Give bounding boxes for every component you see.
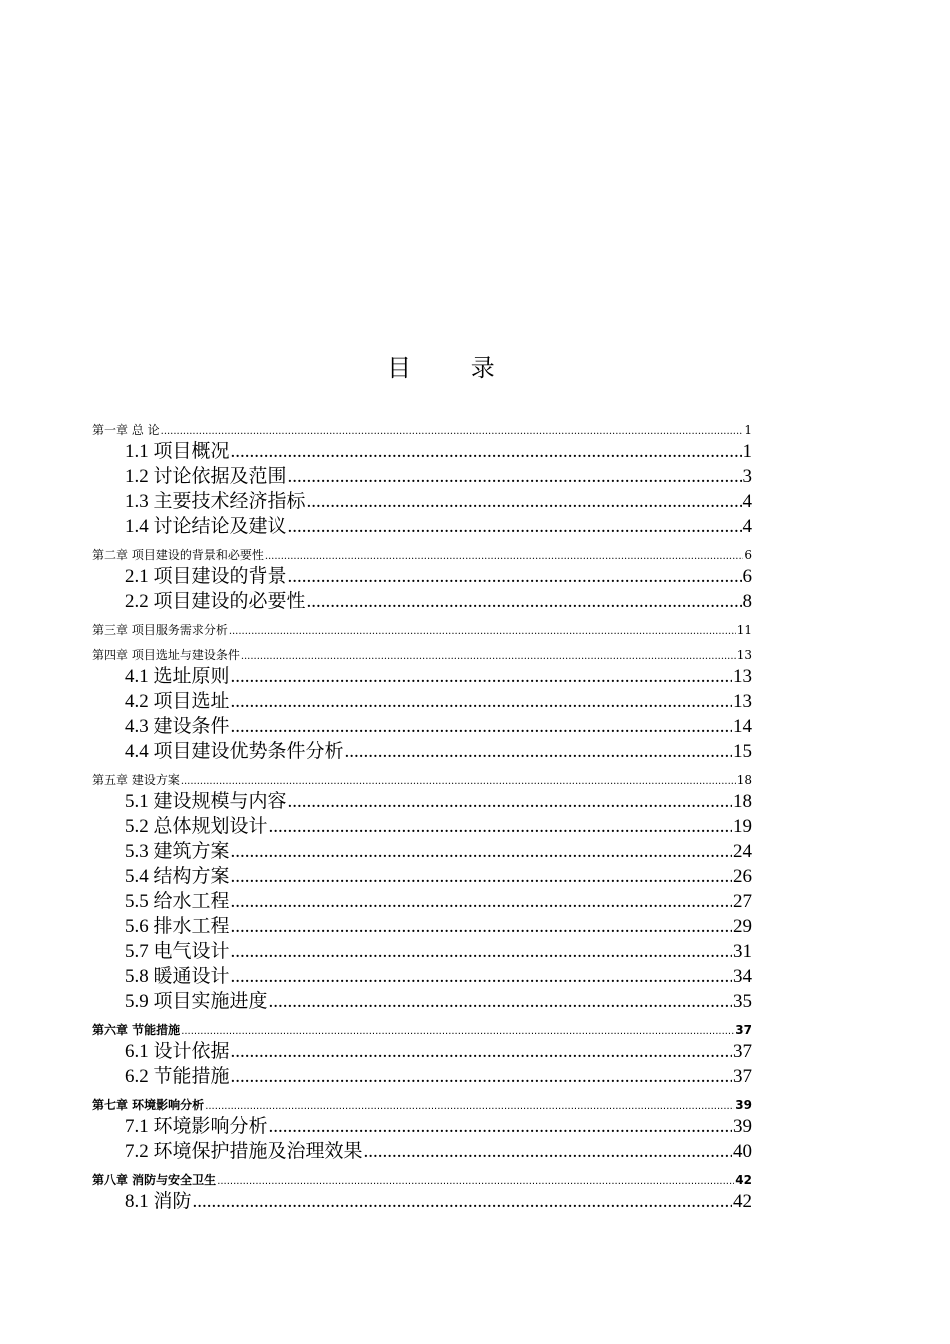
toc-page-number: 13 — [733, 691, 752, 712]
toc-page-number: 42 — [733, 1191, 752, 1212]
toc-entry-label: 1.2 讨论依据及范围 — [125, 466, 287, 487]
toc-entry-label: 1.4 讨论结论及建议 — [125, 516, 287, 537]
toc-entry-label: 第二章 项目建设的背景和必要性 — [92, 548, 264, 562]
toc-page-number: 14 — [733, 716, 752, 737]
toc-dot-leader — [231, 439, 742, 464]
toc-entry-label: 6.1 设计依据 — [125, 1041, 230, 1062]
toc-section-entry[interactable] — [92, 1064, 752, 1089]
toc-dot-leader — [231, 864, 732, 889]
toc-section-entry[interactable] — [92, 1039, 752, 1064]
toc-dot-leader — [269, 989, 732, 1014]
toc-dot-leader — [288, 514, 742, 539]
toc-entry-label: 4.1 选址原则 — [125, 666, 230, 687]
toc-page-number: 3 — [742, 466, 752, 487]
toc-page-number: 29 — [733, 916, 752, 937]
toc-page-number: 35 — [733, 991, 752, 1012]
toc-entry-label: 7.1 环境影响分析 — [125, 1116, 268, 1137]
toc-page-number: 37 — [733, 1066, 752, 1087]
toc-section-entry[interactable] — [92, 739, 752, 764]
toc-entry-label: 第八章 消防与安全卫生 — [92, 1173, 217, 1187]
toc-dot-leader — [265, 551, 744, 562]
toc-chapter-entry[interactable] — [92, 414, 752, 439]
toc-dot-leader — [307, 489, 742, 514]
toc-section-entry[interactable] — [92, 964, 752, 989]
toc-page-number: 6 — [742, 566, 752, 587]
toc-dot-leader — [181, 1026, 734, 1037]
toc-section-entry[interactable] — [92, 714, 752, 739]
toc-page-number: 1 — [744, 423, 752, 437]
toc-entry-label: 4.3 建设条件 — [125, 716, 230, 737]
toc-section-entry[interactable] — [92, 489, 752, 514]
toc-page-number: 15 — [733, 741, 752, 762]
toc-section-entry[interactable] — [92, 1114, 752, 1139]
toc-dot-leader — [364, 1139, 732, 1164]
toc-dot-leader — [231, 839, 732, 864]
toc-entry-label: 1.3 主要技术经济指标 — [125, 491, 306, 512]
toc-dot-leader — [231, 889, 732, 914]
toc-entry-label: 2.1 项目建设的背景 — [125, 566, 287, 587]
toc-section-entry[interactable] — [92, 689, 752, 714]
toc-entry-label: 6.2 节能措施 — [125, 1066, 230, 1087]
toc-entry-label: 4.4 项目建设优势条件分析 — [125, 741, 344, 762]
toc-dot-leader — [231, 664, 732, 689]
toc-entry-label: 5.9 项目实施进度 — [125, 991, 268, 1012]
toc-page-number: 24 — [733, 841, 752, 862]
toc-page-number: 39 — [735, 1098, 752, 1112]
toc-dot-leader — [231, 1039, 732, 1064]
toc-dot-leader — [231, 714, 732, 739]
toc-page-number: 11 — [736, 623, 752, 637]
toc-dot-leader — [229, 626, 736, 637]
toc-page-number: 42 — [735, 1173, 752, 1187]
toc-entry-label: 第七章 环境影响分析 — [92, 1098, 205, 1112]
toc-entry-label: 7.2 环境保护措施及治理效果 — [125, 1141, 363, 1162]
toc-page-number: 1 — [742, 441, 752, 462]
toc-entry-label: 第四章 项目选址与建设条件 — [92, 648, 240, 662]
toc-page-number: 6 — [744, 548, 752, 562]
toc-section-entry[interactable] — [92, 589, 752, 614]
toc-page-number: 4 — [742, 516, 752, 537]
toc-chapter-entry[interactable] — [92, 1164, 752, 1189]
toc-dot-leader — [288, 564, 742, 589]
toc-section-entry[interactable] — [92, 464, 752, 489]
toc-dot-leader — [231, 914, 732, 939]
toc-entry-label: 5.5 给水工程 — [125, 891, 230, 912]
toc-section-entry[interactable] — [92, 914, 752, 939]
toc-entry-label: 第五章 建设方案 — [92, 773, 180, 787]
toc-entry-label: 第一章 总 论 — [92, 423, 160, 437]
toc-entry-label: 5.1 建设规模与内容 — [125, 791, 287, 812]
toc-page-number: 34 — [733, 966, 752, 987]
toc-page-number: 19 — [733, 816, 752, 837]
toc-entry-label: 5.4 结构方案 — [125, 866, 230, 887]
toc-page-number: 13 — [733, 666, 752, 687]
toc-chapter-entry[interactable] — [92, 764, 752, 789]
toc-page-number: 37 — [733, 1041, 752, 1062]
toc-entry-label: 5.6 排水工程 — [125, 916, 230, 937]
table-of-contents — [92, 414, 752, 1214]
toc-entry-label: 2.2 项目建设的必要性 — [125, 591, 306, 612]
toc-entry-label: 5.2 总体规划设计 — [125, 816, 268, 837]
toc-dot-leader — [231, 689, 732, 714]
toc-page-number: 26 — [733, 866, 752, 887]
toc-chapter-entry[interactable] — [92, 1089, 752, 1114]
toc-entry-label: 4.2 项目选址 — [125, 691, 230, 712]
toc-dot-leader — [181, 776, 736, 787]
toc-section-entry[interactable] — [92, 514, 752, 539]
toc-page-number: 18 — [733, 791, 752, 812]
toc-dot-leader — [288, 464, 742, 489]
toc-dot-leader — [205, 1101, 734, 1112]
toc-dot-leader — [231, 1064, 732, 1089]
toc-entry-label: 1.1 项目概况 — [125, 441, 230, 462]
toc-entry-label: 第六章 节能措施 — [92, 1023, 181, 1037]
toc-page-number: 39 — [733, 1116, 752, 1137]
toc-dot-leader — [269, 814, 732, 839]
toc-dot-leader — [269, 1114, 732, 1139]
toc-dot-leader — [241, 651, 736, 662]
toc-entry-label: 第三章 项目服务需求分析 — [92, 623, 228, 637]
toc-dot-leader — [345, 739, 732, 764]
toc-dot-leader — [231, 964, 732, 989]
toc-section-entry[interactable] — [92, 664, 752, 689]
toc-entry-label: 5.3 建筑方案 — [125, 841, 230, 862]
toc-section-entry[interactable] — [92, 889, 752, 914]
toc-page-number: 8 — [742, 591, 752, 612]
toc-dot-leader — [193, 1189, 732, 1214]
toc-section-entry[interactable] — [92, 939, 752, 964]
toc-dot-leader — [231, 939, 732, 964]
toc-section-entry[interactable] — [92, 814, 752, 839]
toc-section-entry[interactable] — [92, 439, 752, 464]
toc-section-entry[interactable] — [92, 864, 752, 889]
toc-dot-leader — [307, 589, 742, 614]
toc-section-entry[interactable] — [92, 1139, 752, 1164]
toc-title: 目 录 — [387, 354, 521, 382]
toc-chapter-entry[interactable] — [92, 539, 752, 564]
toc-section-entry[interactable] — [92, 839, 752, 864]
toc-section-entry[interactable] — [92, 564, 752, 589]
toc-page-number: 4 — [742, 491, 752, 512]
toc-page-number: 37 — [735, 1023, 752, 1037]
toc-page-number: 13 — [736, 648, 752, 662]
toc-dot-leader — [161, 426, 744, 437]
toc-chapter-entry[interactable] — [92, 1014, 752, 1039]
toc-chapter-entry[interactable] — [92, 639, 752, 664]
toc-entry-label: 5.8 暖通设计 — [125, 966, 230, 987]
toc-page-number: 27 — [733, 891, 752, 912]
toc-dot-leader — [288, 789, 732, 814]
toc-dot-leader — [217, 1176, 734, 1187]
toc-section-entry[interactable] — [92, 1189, 752, 1214]
toc-page-number: 31 — [733, 941, 752, 962]
toc-entry-label: 8.1 消防 — [125, 1191, 192, 1212]
toc-section-entry[interactable] — [92, 989, 752, 1014]
toc-section-entry[interactable] — [92, 789, 752, 814]
toc-entry-label: 5.7 电气设计 — [125, 941, 230, 962]
toc-chapter-entry[interactable] — [92, 614, 752, 639]
toc-page-number: 18 — [736, 773, 752, 787]
toc-page-number: 40 — [733, 1141, 752, 1162]
